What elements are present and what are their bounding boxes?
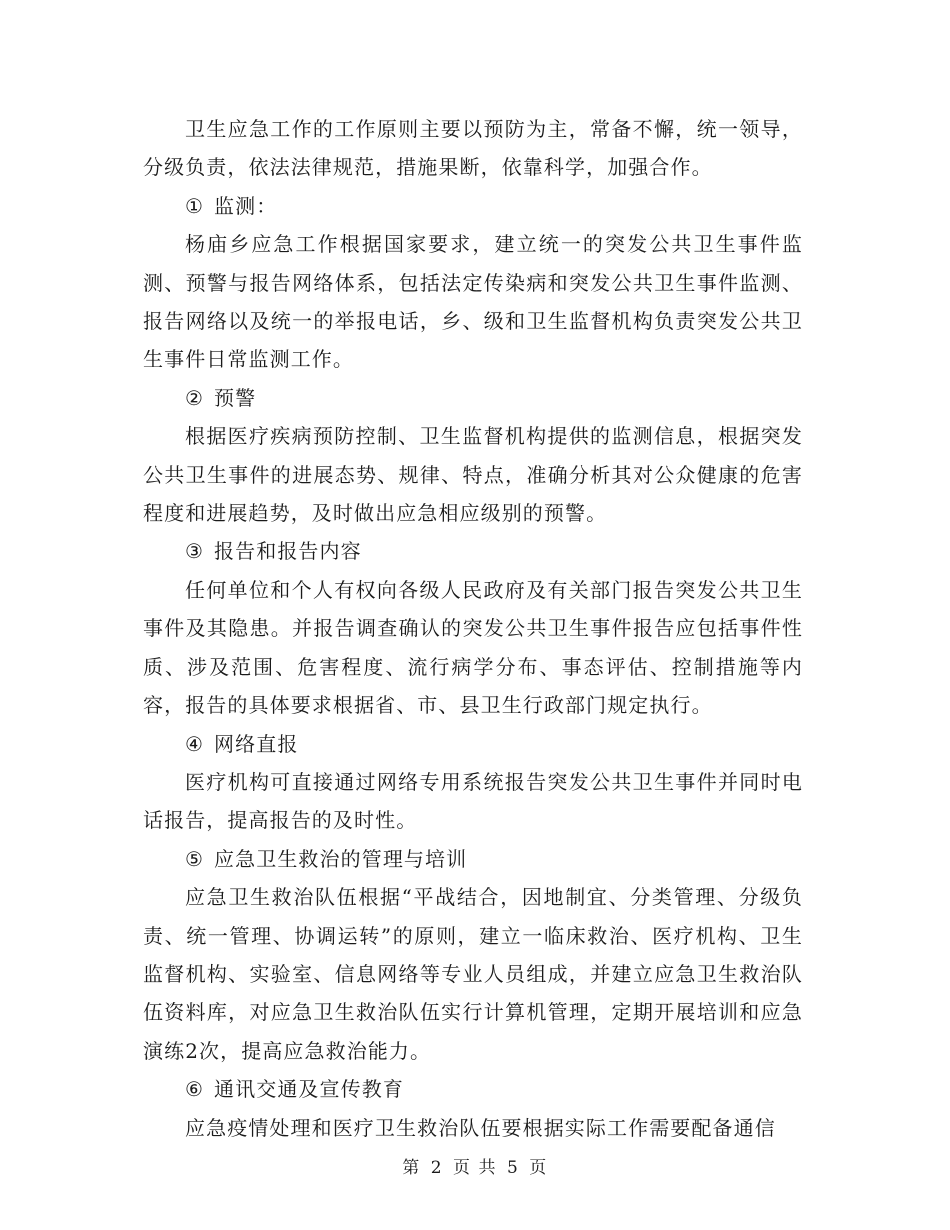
body-paragraph: 应急卫生救治队伍根据“平战结合，因地制宜、分类管理、分级负责、统一管理、协调运转”的原则，建立一临床救治、医疗机构、卫生监督机构、实验室、信息网络等专业人员组成，并建立应急卫生救治队伍资料库，对应急卫生救治队伍实行计算机管理，定期开展培训和应急演练2次，提高应急救治能力。 — [143, 885, 803, 1063]
body-paragraph: 医疗机构可直接通过网络专用系统报告突发公共卫生事件并同时电话报告，提高报告的及时性。 — [143, 769, 803, 833]
body-paragraph: 根据医疗疾病预防控制、卫生监督机构提供的监测信息，根据突发公共卫生事件的进展态势、规律、特点，准确分析其对公众健康的危害程度和进展趋势，及时做出应急相应级别的预警。 — [143, 424, 803, 526]
footer-prefix: 第 — [402, 1158, 421, 1178]
body-paragraph: 应急疫情处理和医疗卫生救治队伍要根据实际工作需要配备通信 — [185, 1115, 776, 1140]
section-number: ⑤ — [185, 846, 205, 871]
section-number: ⑥ — [185, 1077, 205, 1102]
footer-current-page: 2 — [430, 1158, 444, 1178]
section-title: 预警 — [214, 385, 257, 410]
section-number: ④ — [185, 731, 205, 756]
section-heading — [143, 725, 803, 763]
section-heading — [143, 840, 803, 878]
footer-total-pages: 5 — [506, 1158, 520, 1178]
footer-suffix: 页 — [529, 1158, 548, 1178]
section-title: 通讯交通及宣传教育 — [214, 1077, 404, 1102]
section-title: 网络直报 — [214, 731, 299, 756]
section-heading — [143, 187, 803, 225]
section-heading — [143, 1070, 803, 1108]
footer-middle: 页 共 — [453, 1158, 497, 1178]
document-body — [143, 110, 803, 1147]
section-title: 应急卫生救治的管理与培训 — [214, 846, 468, 871]
section-number: ③ — [185, 539, 205, 564]
body-paragraph: 任何单位和个人有权向各级人民政府及有关部门报告突发公共卫生事件及其隐患。并报告调查确认的突发公共卫生事件报告应包括事件性质、涉及范围、危害程度、流行病学分布、事态评估、控制措施等内容，报告的具体要求根据省、市、县卫生行政部门规定执行。 — [143, 577, 803, 718]
section-heading — [143, 379, 803, 417]
section-title: 报告和报告内容 — [214, 539, 362, 564]
body-paragraph: 杨庙乡应急工作根据国家要求，建立统一的突发公共卫生事件监测、预警与报告网络体系，包括法定传染病和突发公共卫生事件监测、报告网络以及统一的举报电话，乡、级和卫生监督机构负责突发公共卫生事件日常监测工作。 — [143, 232, 803, 372]
page-footer — [0, 1153, 950, 1178]
body-paragraph: 卫生应急工作的工作原则主要以预防为主，常备不懈，统一领导，分级负责，依法法律规范，措施果断，依靠科学，加强合作。 — [143, 117, 803, 180]
section-title: 监测： — [214, 193, 278, 218]
section-number: ① — [185, 193, 205, 218]
section-heading — [143, 532, 803, 570]
section-number: ② — [185, 385, 205, 410]
